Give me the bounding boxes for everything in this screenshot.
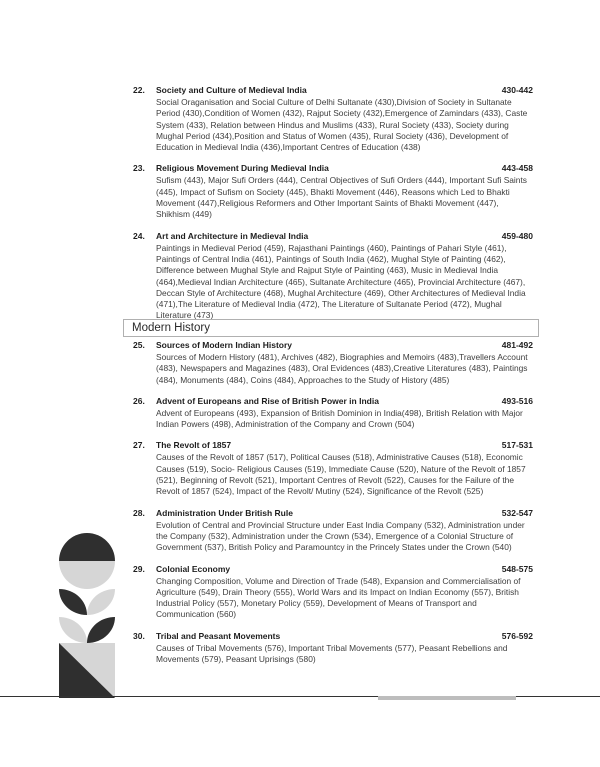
toc-entry-24: [133, 231, 533, 322]
entry-heading: [133, 564, 533, 575]
entry-description: Advent of Europeans (493), Expansion of British Dominion in India(498), British Relation with Major Indian Powers (498), Administration of the Company and Crown (504): [156, 407, 523, 430]
entry-description: Sources of Modern History (481), Archives (482), Biographies and Memoirs (483),Travellers Account (483), Newspapers and Magazines (483), Oral Evidences (483),Creative Literatures (483), Paintings (484), Monuments (484), Coins (484), Approaches to the Study of History (485): [156, 352, 528, 385]
entry-title: Society and Culture of Medieval India: [156, 85, 307, 95]
toc-entry-23: [133, 163, 533, 220]
entry-number: 30.: [133, 630, 145, 641]
toc-entry-26: [133, 396, 533, 431]
entry-page-range: 443-458: [501, 163, 533, 174]
entry-title: Religious Movement During Medieval India: [156, 163, 329, 174]
entry-description: Changing Composition, Volume and Direction of Trade (548), Expansion and Commercialisation of Agriculture (549), Drain Theory (555), World Wars and its Impact on Indian Economy (557), British Industrial Policy (557), Monetary Policy (559), Development of Means of Transport and Communication (560): [156, 575, 521, 620]
section-header-modern-history: Modern History: [123, 319, 539, 337]
entry-title: Colonial Economy: [156, 563, 231, 574]
entry-title: Sources of Modern Indian History: [156, 340, 293, 350]
entry-description: Social Oraganisation and Social Culture of Delhi Sultanate (430),Division of Society in Sultanate Period (430),Condition of Women (432), Rajput Society (432),Emergence of Zamindars (433), Caste System (433), Relation between Hindus and Muslims (433), Rural Society (433), Society during Mughal Period (434),Position and Status of Women (435), Rural Society (436), Development of Education in Medieval India (436),Important Centres of Education (438): [156, 97, 528, 153]
deco-leaf-left-bottom: [59, 617, 87, 643]
entry-page-range: 430-442: [501, 85, 533, 95]
entry-title: The Revolt of 1857: [156, 440, 232, 451]
entry-title: Art and Architecture in Medieval India: [156, 230, 309, 241]
entry-title: Tribal and Peasant Movements: [156, 630, 281, 641]
entry-description: Paintings in Medieval Period (459), Rajasthani Paintings (460), Paintings of Pahari Style (461), Paintings of Central India (461), Paintings of South India (462), Mughal Style of Painting (462), Difference between Mughal Style and Rajput Style of Painting (463), Music in Medieval India (464),Medieval Indian Architecture (465), Sultanate Architecture (465), Provincial Architecture (467), Deccan Style of Architecture (468), Mughal Architecture (469), Other Architectures of Medieval India (471),The Literature of Medieval India (472), The Literature of Sultanate Period (472), Mughal Literature (473): [156, 242, 526, 321]
decorative-leaf-pattern: [59, 533, 115, 698]
entry-description: Evolution of Central and Provincial Structure under East India Company (532), Administration under the Company (532), Administration under the Crown (534), Emergence of a Colonial Structure of Government (537), British Policy and Paramountcy in the Princely States under the Crown (540): [156, 519, 525, 553]
deco-leaf-right-top: [87, 589, 115, 615]
entry-number: 23.: [133, 163, 145, 174]
toc-entry-28: [133, 508, 533, 554]
entry-heading: [133, 508, 533, 519]
entry-page-range: 459-480: [501, 230, 533, 241]
entry-heading: [133, 440, 533, 451]
entry-heading: [133, 163, 533, 174]
entry-page-range: 576-592: [501, 630, 533, 641]
entry-number: 29.: [133, 563, 145, 574]
entry-number: 22.: [133, 85, 145, 95]
entry-description: Causes of the Revolt of 1857 (517), Political Causes (518), Administrative Causes (518), Economic Causes (519), Socio- Religious Causes (519), Immediate Cause (520), Nature of the Revolt of 1857 (521), Beginning of Revolt (521), Important Centres of Revolt (522), Causes for the Failure of the Revolt of 1857 (524), Impact of the Revolt/ Mutiny (524), Significance of the Revolt (525): [156, 452, 526, 497]
entry-description: Sufism (443), Major Sufi Orders (444), Central Objectives of Sufi Orders (444), Important Sufi Saints (445), Impact of Sufism on Society (445), Bhakti Movement (446), Reasons which Led to Bhakti Movement (447),Religious Reformers and Other Important Saints of Bhakti Movement (447), Shikhism (449): [156, 175, 527, 220]
entry-title: Advent of Europeans and Rise of British Power in India: [156, 395, 379, 406]
entry-title: Administration Under British Rule: [156, 507, 293, 518]
deco-dark-half-circle: [59, 533, 115, 561]
entry-heading: [133, 631, 533, 642]
toc-entry-30: [133, 631, 533, 666]
entry-page-range: 517-531: [501, 440, 533, 451]
entry-number: 24.: [133, 230, 145, 241]
entry-page-range: 548-575: [501, 563, 533, 574]
toc-entry-22: [133, 85, 533, 153]
entry-description: Causes of Tribal Movements (576), Important Tribal Movements (577), Peasant Rebellions and Movements (579), Peasant Uprisings (580): [156, 642, 508, 665]
deco-leaf-right-bottom: [87, 617, 115, 643]
deco-leaf-left-top: [59, 589, 87, 615]
entry-page-range: 532-547: [501, 507, 533, 518]
entry-page-range: 493-516: [501, 395, 533, 406]
entry-heading: [133, 340, 533, 351]
entry-number: 27.: [133, 440, 145, 451]
entry-page-range: 481-492: [501, 340, 533, 350]
toc-modern-list: [133, 340, 533, 675]
entry-number: 25.: [133, 340, 145, 350]
toc-entry-29: [133, 564, 533, 621]
entry-heading: [133, 396, 533, 407]
deco-light-half-circle: [59, 561, 115, 589]
toc-entry-27: [133, 440, 533, 497]
entry-number: 28.: [133, 507, 145, 518]
entry-number: 26.: [133, 395, 145, 406]
footer-accent-bar: [378, 696, 516, 700]
toc-entry-25: [133, 340, 533, 386]
toc-medieval-list: [133, 85, 533, 332]
entry-heading: [133, 231, 533, 242]
entry-heading: [133, 85, 533, 96]
